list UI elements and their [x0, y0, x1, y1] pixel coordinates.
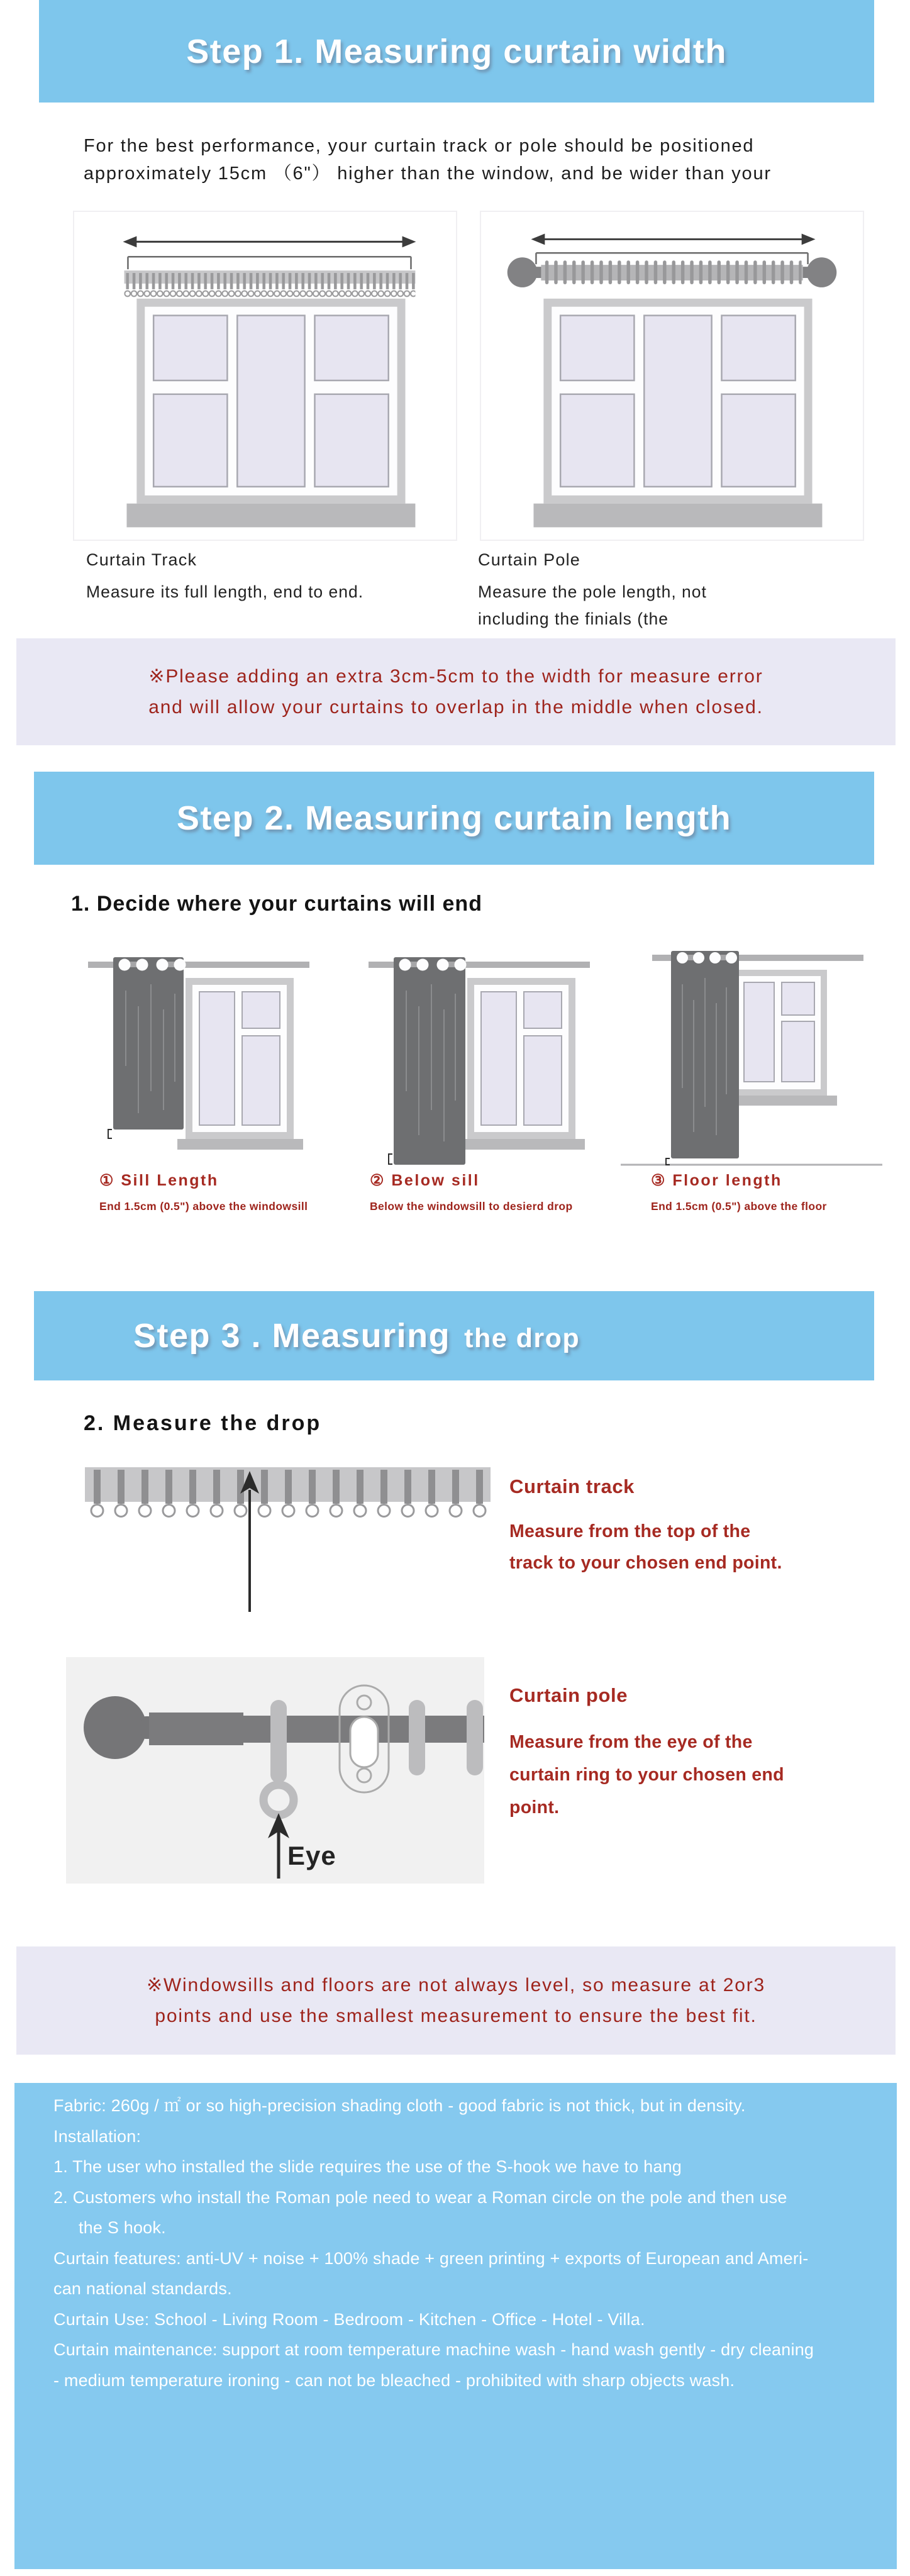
floor-length-diagram: [619, 943, 884, 1173]
track-drop-line2: track to your chosen end point.: [509, 1553, 782, 1573]
below-sill-caption-title: ② Below sill: [370, 1172, 480, 1189]
curtain-pole-window-illustration: [480, 211, 864, 541]
pole-eye-diagram: [66, 1657, 484, 1884]
below-sill-diagram: [358, 947, 610, 1173]
step3-banner-title: Step 3 . Measuring: [133, 1317, 451, 1355]
floor-length-caption-title: ③ Floor length: [651, 1172, 782, 1189]
sill-length-caption: [99, 1171, 308, 1213]
track-drop-illustration: [79, 1462, 494, 1616]
floor-length-illustration: [619, 943, 884, 1173]
curtain-track-window-illustration: [73, 211, 457, 541]
step3-banner-subtitle: the drop: [464, 1323, 580, 1353]
level-measure-note: [16, 1946, 896, 2055]
track-drop-title: Curtain track: [509, 1475, 635, 1497]
width-note-line1: ※Please adding an extra 3cm-5cm to the width for measure error: [148, 666, 763, 687]
pole-eye-line2: curtain ring to your chosen end: [509, 1765, 784, 1785]
step1-intro-line2: approximately 15cm （6"） higher than the window, and be wider than your: [84, 164, 772, 184]
below-sill-illustration: [358, 947, 610, 1173]
width-note-line2: and will allow your curtains to overlap in the middle when closed.: [148, 697, 763, 718]
info-fabric: Fabric: 260g / ㎡ or so high-precision shading cloth - good fabric is not thick, but in density.: [53, 2096, 746, 2115]
info-install-step1: 1. The user who installed the slide requires the use of the S-hook we have to hang: [53, 2157, 682, 2176]
level-note-line1: ※Windowsills and floors are not always level, so measure at 2or3: [146, 1975, 766, 1996]
step1-banner: [39, 0, 874, 103]
step1-intro-paragraph: [84, 132, 772, 187]
width-measure-note: [16, 638, 896, 745]
step1-intro-line1: For the best performance, your curtain track or pole should be positioned: [84, 136, 755, 156]
pole-eye-text: [509, 1684, 784, 1824]
level-note-line2: points and use the smallest measurement to ensure the best fit.: [155, 2006, 757, 2026]
sill-length-caption-subtitle: End 1.5cm (0.5") above the windowsill: [99, 1200, 308, 1213]
curtain-pole-caption-title: Curtain Pole: [478, 550, 580, 569]
pole-eye-line3: point.: [509, 1797, 560, 1818]
below-sill-caption-subtitle: Below the windowsill to desierd drop: [370, 1200, 573, 1213]
floor-length-caption-subtitle: End 1.5cm (0.5") above the floor: [651, 1200, 827, 1213]
below-sill-caption: [370, 1171, 573, 1213]
pole-eye-line1: Measure from the eye of the: [509, 1732, 753, 1752]
pole-eye-illustration: [66, 1657, 484, 1884]
sill-length-illustration: [70, 947, 322, 1163]
window-pole-diagram: [481, 212, 863, 540]
track-drop-text: [509, 1475, 782, 1579]
curtain-pole-caption-line1: Measure the pole length, not: [478, 582, 707, 601]
step2-banner: [34, 772, 874, 865]
floor-length-caption: [651, 1171, 827, 1213]
step2-heading: 1. Decide where your curtains will end: [71, 892, 482, 916]
curtain-pole-caption: [478, 550, 707, 633]
info-maintenance-1: Curtain maintenance: support at room temperature machine wash - hand wash gently - dry cleaning: [53, 2340, 814, 2359]
track-drop-line1: Measure from the top of the: [509, 1521, 751, 1541]
curtain-track-caption-line1: Measure its full length, end to end.: [86, 582, 364, 601]
info-install-step2b: the S hook.: [79, 2218, 166, 2237]
pole-eye-title: Curtain pole: [509, 1684, 628, 1706]
curtain-pole-caption-line2: including the finials (the: [478, 609, 669, 628]
info-features-1: Curtain features: anti-UV + noise + 100% shade + green printing + exports of European and Ameri-: [53, 2248, 809, 2268]
info-use: Curtain Use: School - Living Room - Bedroom - Kitchen - Office - Hotel - Villa.: [53, 2309, 645, 2329]
eye-label: Eye: [287, 1841, 336, 1870]
info-installation: Installation:: [53, 2126, 141, 2146]
info-features-2: can national standards.: [53, 2279, 232, 2298]
window-track-diagram: [74, 212, 456, 540]
sill-length-diagram: [70, 947, 322, 1163]
step3-heading: 2. Measure the drop: [84, 1411, 322, 1435]
sill-length-caption-title: ① Sill Length: [99, 1172, 219, 1189]
info-install-step2: 2. Customers who install the Roman pole need to wear a Roman circle on the pole and then use: [53, 2187, 787, 2207]
step3-banner: [34, 1291, 874, 1380]
track-drop-diagram: [79, 1462, 494, 1616]
step2-banner-title: Step 2. Measuring curtain length: [176, 799, 732, 837]
curtain-track-caption-title: Curtain Track: [86, 550, 197, 569]
info-maintenance-2: - medium temperature ironing - can not be bleached - prohibited with sharp objects wash.: [53, 2370, 735, 2390]
product-info-section: [14, 2083, 897, 2569]
curtain-track-caption: [86, 550, 363, 606]
step1-banner-title: Step 1. Measuring curtain width: [186, 32, 727, 70]
